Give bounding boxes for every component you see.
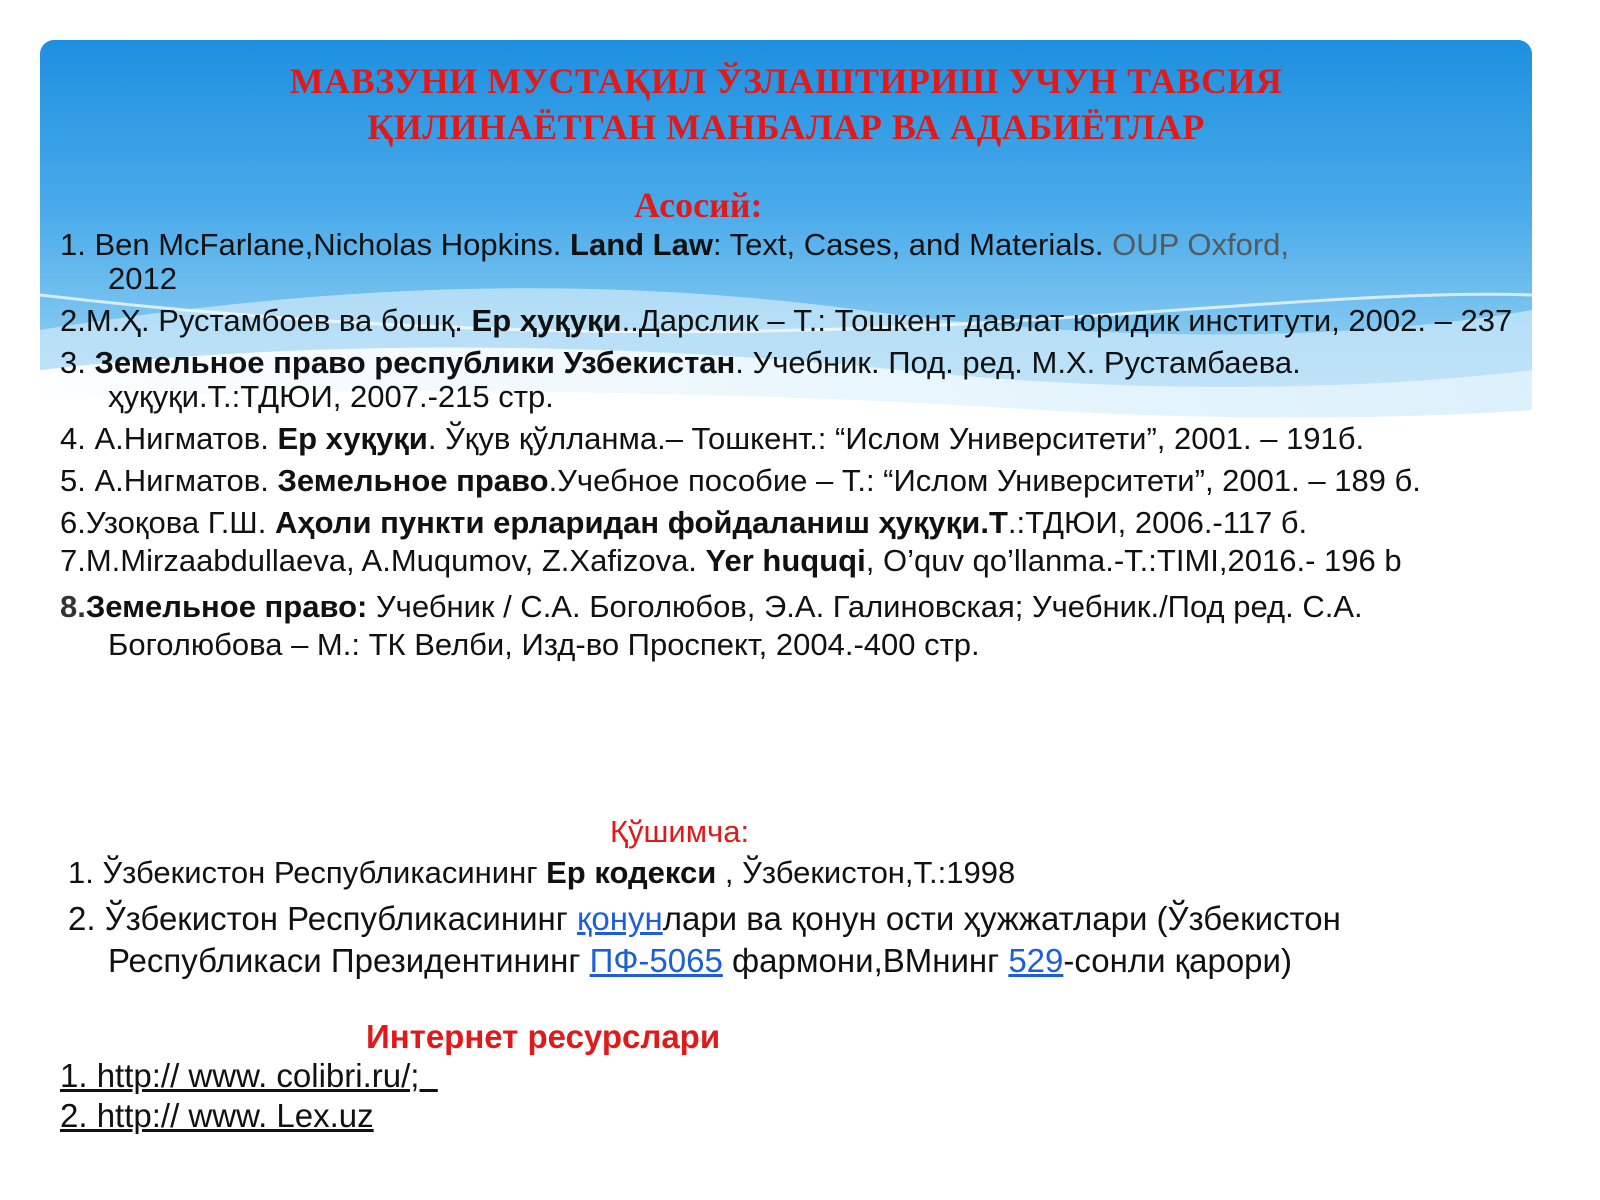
- ref-text: лари ва қонун ости ҳужжатлари (Ўзбекистон Республикаси Президентининг: [108, 900, 1341, 979]
- law-link[interactable]: қонун: [576, 900, 663, 937]
- extra-reference-list: [68, 852, 1548, 986]
- ref-title: Ер кодекси: [546, 855, 717, 890]
- reference-item-4: [60, 422, 1540, 456]
- ref-title: Land Law: [570, 227, 713, 262]
- ref-publisher: OUP Oxford,: [1112, 227, 1289, 262]
- ref-text: : Text, Cases, and Materials.: [712, 227, 1113, 262]
- ref-text: ..Дарслик – Т.: Тошкент давлат юридик институти, 2002. – 237: [621, 303, 1513, 338]
- ref-text: .:ТДЮИ, 2006.-117 б.: [1007, 505, 1308, 540]
- ref-text: . Учебник. Под. ред. М.Х. Рустамбаева. ҳуқуқи.Т.:ТДЮИ, 2007.-215 стр.: [108, 345, 1301, 414]
- internet-heading: Интернет ресурслари: [366, 1018, 721, 1055]
- resolution-link[interactable]: 529: [1008, 942, 1064, 979]
- ref-text: , O’quv qo’llanma.-T.:TIMI,2016.- 196 b: [865, 543, 1402, 578]
- ref-title: Ер хуқуқи: [277, 421, 428, 456]
- ref-title: Земельное право: [277, 463, 549, 498]
- main-reference-list: [60, 228, 1540, 672]
- internet-link-2[interactable]: 2. http:// www. Lex.uz: [60, 1097, 374, 1134]
- slide-title: [40, 58, 1532, 150]
- ref-text: 1. Ben McFarlane,Nicholas Hopkins.: [60, 227, 571, 262]
- ref-text: . Ўқув қўлланма.– Тошкент.: “Ислом Университети”, 2001. – 191б.: [427, 421, 1365, 456]
- extra-heading: Қўшимча:: [610, 814, 750, 849]
- decree-link[interactable]: ПФ-5065: [589, 942, 723, 979]
- reference-item-1: [60, 228, 1540, 296]
- extra-reference-item-1: [68, 852, 1548, 894]
- ref-title: Yer huquqi: [705, 543, 866, 578]
- ref-text: 5. А.Нигматов.: [60, 463, 278, 498]
- ref-text: фармони,ВМнинг: [722, 942, 1009, 979]
- ref-year: 2012: [108, 261, 177, 296]
- reference-item-8: [60, 588, 1540, 664]
- title-line-2: ҚИЛИНАЁТГАН МАНБАЛАР ВА АДАБИЁТЛАР: [367, 107, 1205, 147]
- ref-text: 2. Ўзбекистон Республикасининг: [68, 900, 577, 937]
- ref-title: Ер ҳуқуқи: [471, 303, 622, 338]
- reference-item-5: [60, 464, 1540, 498]
- ref-text: 1. Ўзбекистон Республикасининг: [68, 855, 547, 890]
- ref-text: 2.М.Ҳ. Рустамбоев ва бошқ.: [60, 303, 472, 338]
- reference-item-3: [60, 346, 1540, 414]
- ref-title: Аҳоли пункти ерларидан фойдаланиш ҳуқуқи.Т: [274, 505, 1008, 540]
- ref-text: 3.: [60, 345, 95, 380]
- internet-link-1[interactable]: 1. http:// www. colibri.ru/;: [60, 1057, 438, 1094]
- reference-item-7: [60, 542, 1540, 580]
- ref-title: Земельное право:: [85, 589, 368, 624]
- ref-text: .Учебное пособие – Т.: “Ислом Университети”, 2001. – 189 б.: [548, 463, 1421, 498]
- ref-title: Земельное право республики Узбекистан: [94, 345, 736, 380]
- ref-number: 8.: [60, 589, 86, 624]
- reference-item-6: [60, 506, 1540, 540]
- ref-text: -сонли қарори): [1063, 942, 1292, 979]
- internet-link-list: [60, 1056, 438, 1136]
- main-heading: Асосий:: [634, 185, 763, 225]
- ref-text: 6.Узоқова Г.Ш.: [60, 505, 275, 540]
- reference-item-2: [60, 304, 1540, 338]
- extra-reference-item-2: [68, 898, 1548, 982]
- ref-text: 7.M.Mirzaabdullaeva, A.Muqumov, Z.Xafizova.: [60, 543, 706, 578]
- ref-text: , Ўзбекистон,Т.:1998: [716, 855, 1016, 890]
- ref-text: 4. А.Нигматов.: [60, 421, 278, 456]
- ref-text: Учебник / С.А. Боголюбов, Э.А. Галиновская; Учебник./Под ред. С.А. Боголюбова – М.: ТК Велби, Изд-во Проспект, 2004.-400 стр.: [108, 589, 1363, 662]
- title-line-1: МАВЗУНИ МУСТАҚИЛ ЎЗЛАШТИРИШ УЧУН ТАВСИЯ: [289, 61, 1283, 101]
